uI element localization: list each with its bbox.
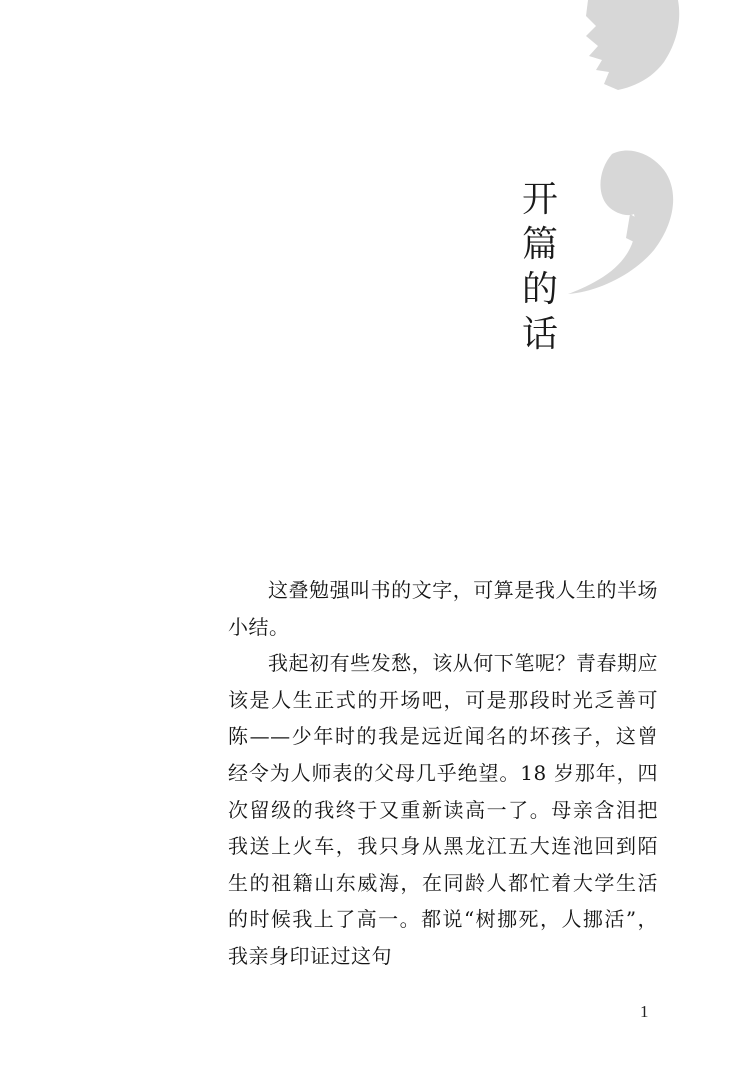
chapter-title-char: 话 (521, 314, 558, 355)
paragraph: 这叠勉强叫书的文字，可算是我人生的半场小结。 (228, 578, 658, 639)
chapter-title-char: 的 (521, 269, 558, 310)
chapter-title-char: 篇 (521, 224, 558, 265)
page-number: 1 (640, 1002, 649, 1021)
body-text (228, 572, 658, 975)
upper-ink-blot (586, 0, 679, 90)
lower-ink-blot (568, 151, 673, 294)
chapter-title-char: 开 (521, 179, 558, 220)
paragraph: 我起初有些发愁，该从何下笔呢？青春期应该是人生正式的开场吧，可是那段时光乏善可陈——少年时的我是远近闻名的坏孩子，这曾经令为人师表的父母几乎绝望。18 岁那年，四次留级的我终于又重新读高一了。母亲含泪把我送上火车，我只身从黑龙江五大连池回到陌生的祖籍山东威海，在同龄人都忙着大学生活的时候我上了高一。都说“树挪死，人挪活”，我亲身印证过这句 (228, 651, 658, 968)
chapter-title (518, 178, 562, 358)
lower-ink-blot-edge (626, 214, 644, 244)
